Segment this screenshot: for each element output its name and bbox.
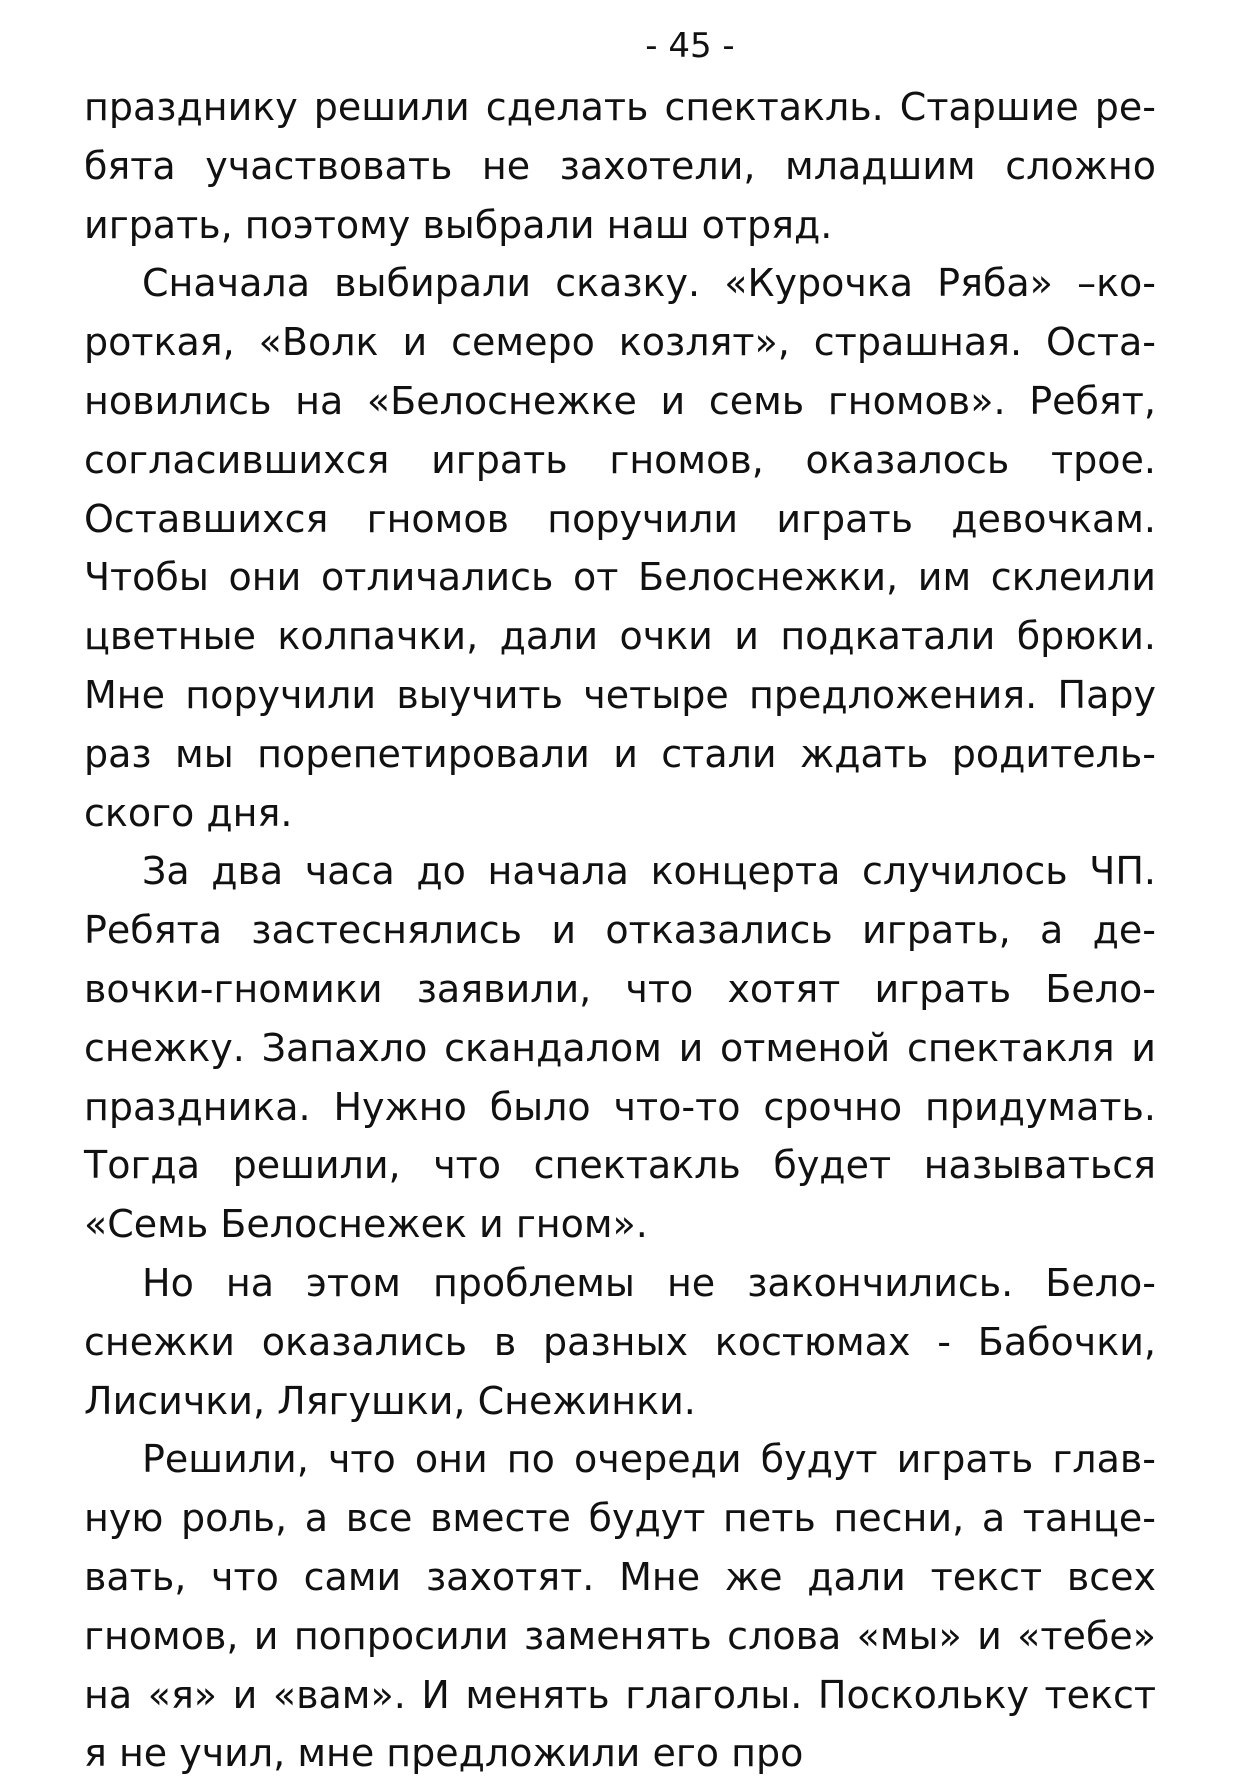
paragraph-2: Сначала выбирали сказку. «Курочка Ряба» –короткая, «Волк и семеро козлят», страшная. Остановились на «Белоснежке и семь гномов». Ребят, согласившихся играть гномов, оказалось трое. Оставшихся гномов поручили играть девочкам. Чтобы они отличались от Белоснежки, им склеили цветные колпачки, дали очки и подкатали брюки. Мне поручили выучить четыре предложения. Пару раз мы порепетировали и стали ждать родительского дня. [84, 261, 1156, 835]
paragraph-3: За два часа до начала концерта случилось ЧП. Ребята застеснялись и отказались играть, а девочки-гномики заявили, что хотят играть Белоснежку. Запахло скандалом и отменой спектакля и праздника. Нужно было что-то срочно придумать. Тогда решили, что спектакль будет называться «Семь Белоснежек и гном». [84, 849, 1156, 1247]
paragraph-5: Решили, что они по очереди будут играть главную роль, а все вместе будут петь песни, а танцевать, что сами захотят. Мне же дали текст всех гномов, и попросили заменять слова «мы» и «тебе» на «я» и «вам». И менять глаголы. Поскольку текст я не учил, мне предложили его про [84, 1437, 1156, 1776]
page-number: - 45 - [645, 26, 735, 66]
paragraph-4: Но на этом проблемы не закончились. Белоснежки оказались в разных костюмах - Бабочки, Лисички, Лягушки, Снежинки. [84, 1260, 1156, 1423]
paragraph-1: празднику решили сделать спектакль. Старшие ребята участвовать не захотели, младшим сложно играть, поэтому выбрали наш отряд. [84, 85, 1156, 247]
body-text [84, 78, 1156, 1783]
